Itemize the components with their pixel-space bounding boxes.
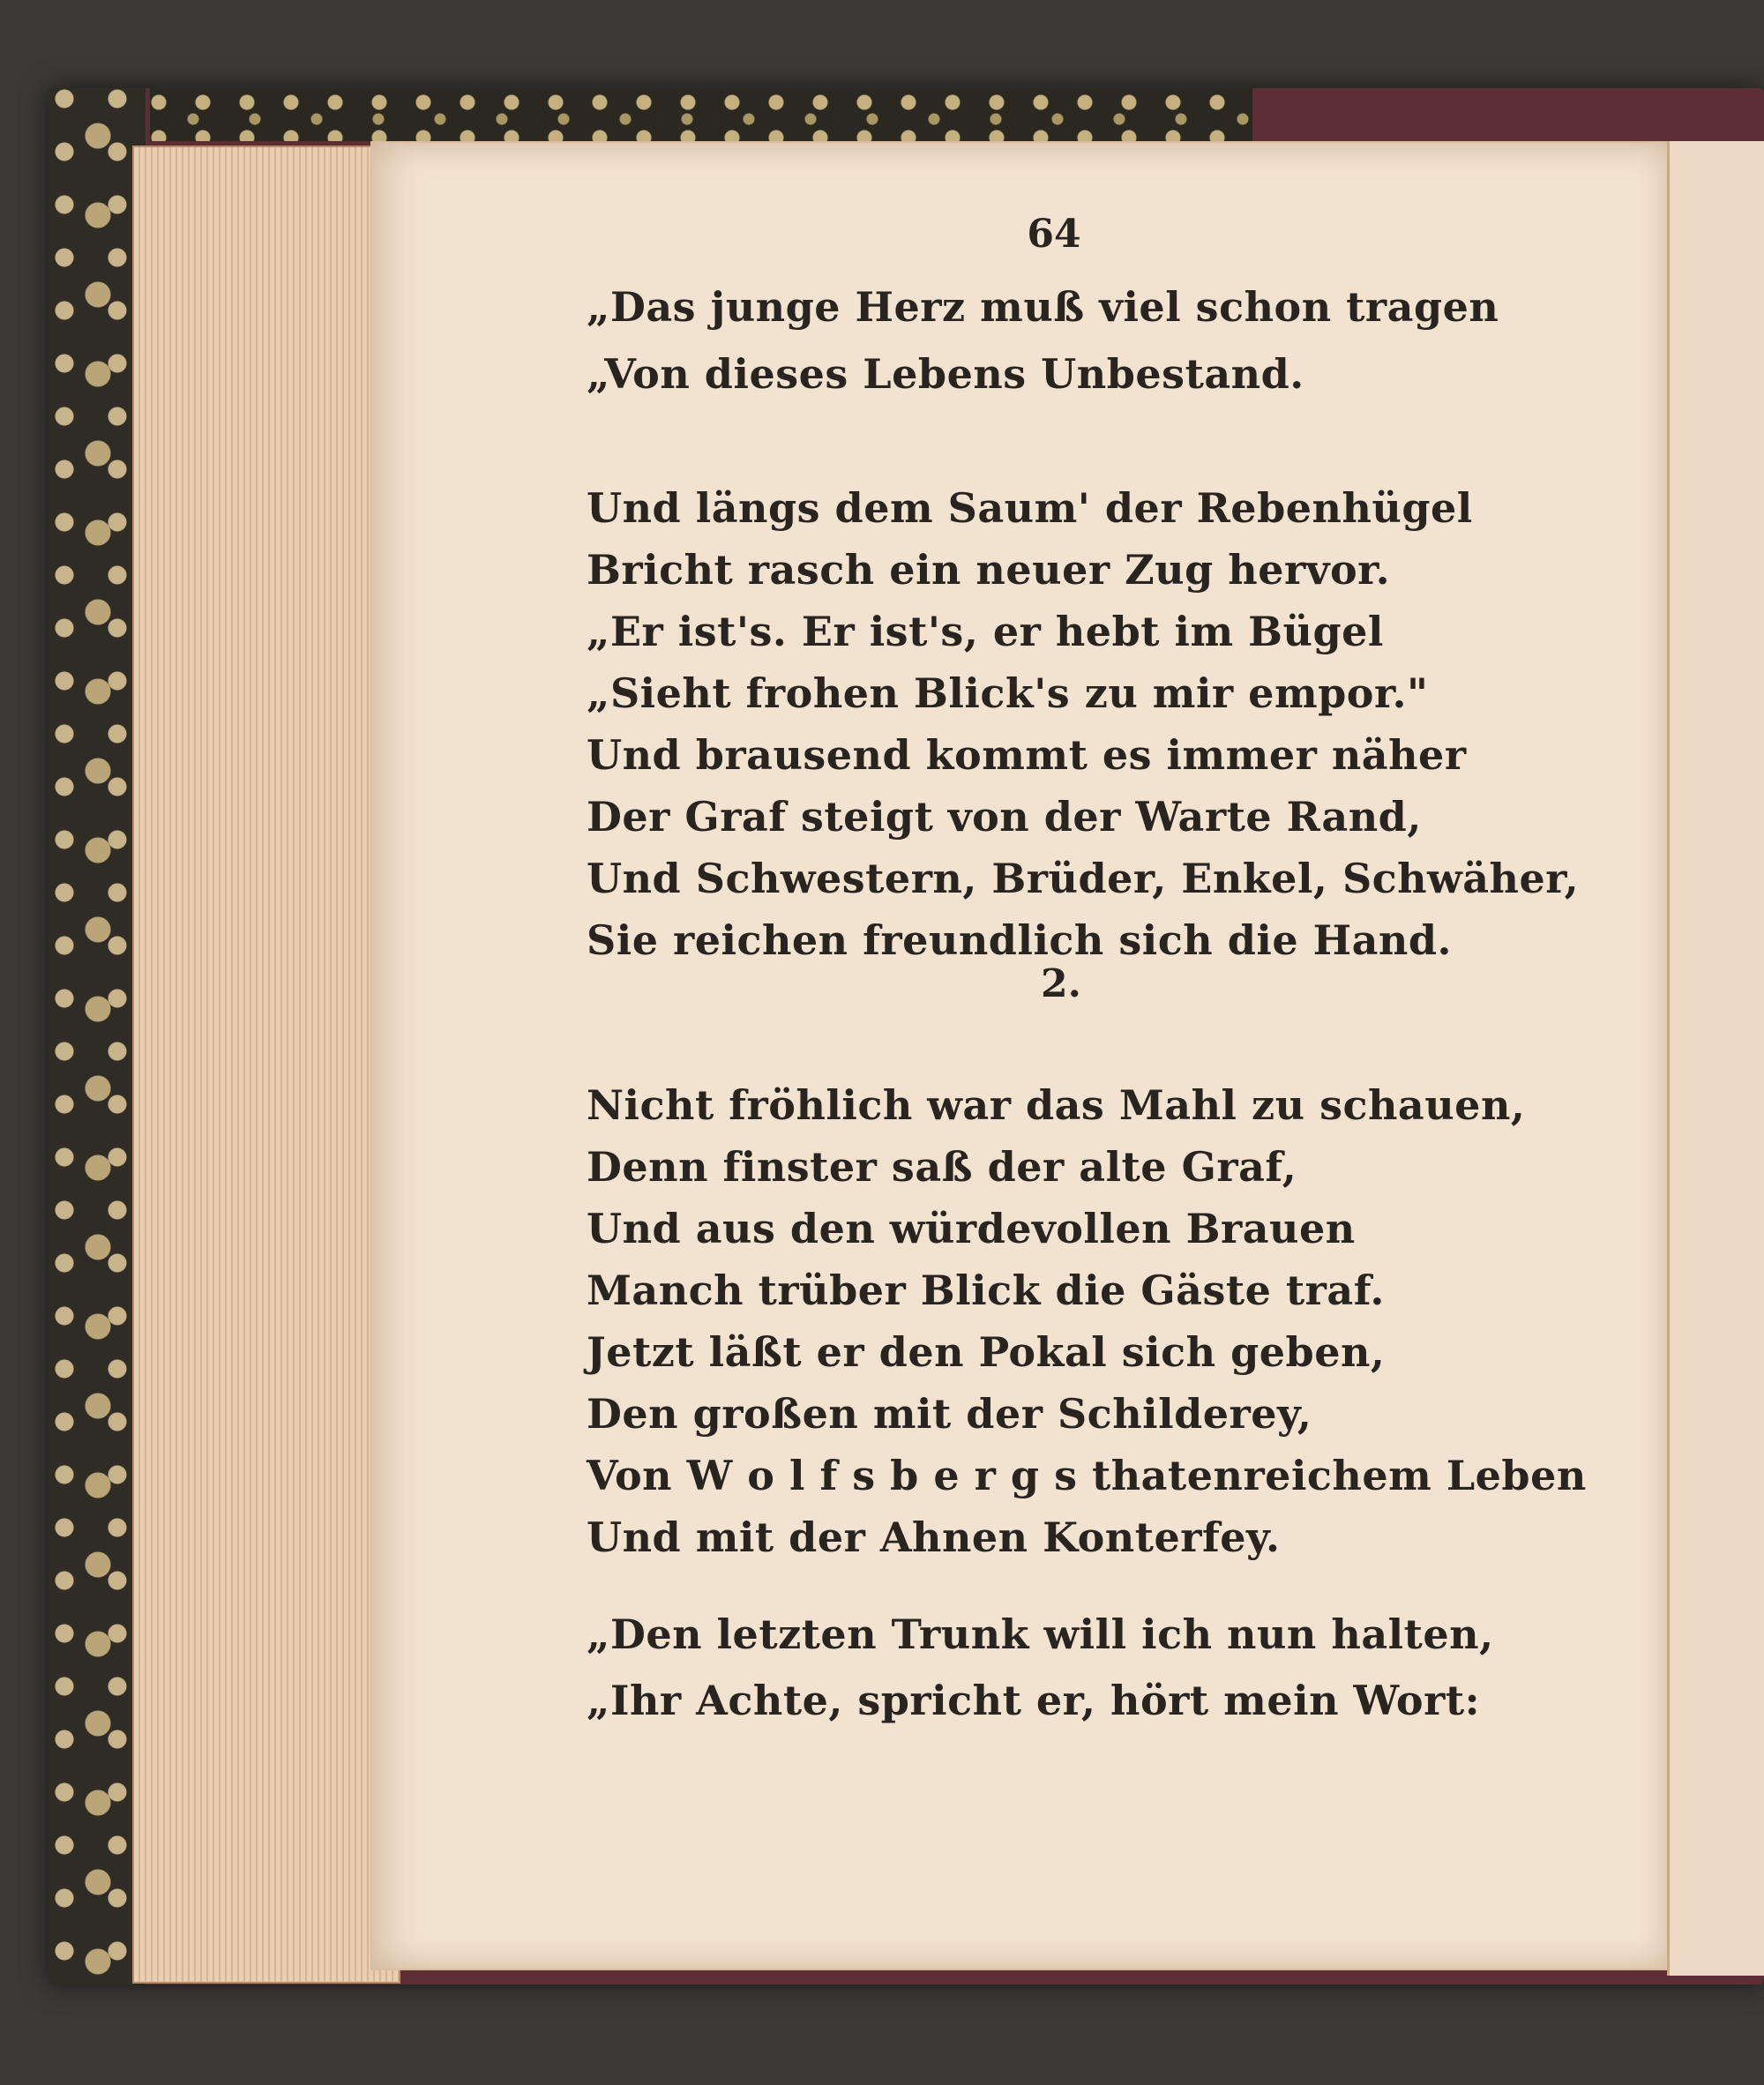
verse-line: Jetzt läßt er den Pokal sich geben, — [587, 1328, 1386, 1376]
verse-line: Und aus den würdevollen Brauen — [587, 1205, 1356, 1252]
facing-page-edge — [1667, 141, 1764, 1976]
verse-line: „Sieht frohen Blick's zu mir empor." — [587, 669, 1429, 717]
section-number: 2. — [1041, 961, 1081, 1006]
verse-line: Und brausend kommt es immer näher — [587, 731, 1467, 779]
verse-line: „Er ist's. Er ist's, er hebt im Bügel — [587, 608, 1384, 655]
verse-line: Und mit der Ahnen Konterfey. — [587, 1513, 1281, 1561]
marbled-cover-top — [150, 88, 1252, 141]
marbled-cover-edge — [49, 88, 146, 1984]
verse-line: Den großen mit der Schilderey, — [587, 1390, 1312, 1438]
page-edges — [132, 146, 400, 1984]
verse-line: Sie reichen freundlich sich die Hand. — [587, 916, 1453, 964]
verse-line: Nicht fröhlich war das Mahl zu schauen, — [587, 1081, 1526, 1129]
verse-line: Manch trüber Blick die Gäste traf. — [587, 1267, 1385, 1314]
verse-line: Denn finster saß der alte Graf, — [587, 1143, 1297, 1191]
verse-line: Und Schwestern, Brüder, Enkel, Schwäher, — [587, 855, 1580, 902]
verse-line: „Das junge Herz muß viel schon tragen — [587, 283, 1499, 331]
verse-line: „Von dieses Lebens Unbestand. — [587, 350, 1304, 398]
verse-line: Bricht rasch ein neuer Zug hervor. — [587, 546, 1391, 594]
verse-line: Von W o l f s b e r g s thatenreichem Leben — [587, 1452, 1587, 1499]
verse-line: Der Graf steigt von der Warte Rand, — [587, 793, 1422, 841]
verse-line: „Ihr Achte, spricht er, hört mein Wort: — [587, 1677, 1481, 1724]
verse-line: Und längs dem Saum' der Rebenhügel — [587, 484, 1473, 532]
page-number: 64 — [1027, 212, 1081, 257]
verse-line: „Den letzten Trunk will ich nun halten, — [587, 1610, 1494, 1658]
